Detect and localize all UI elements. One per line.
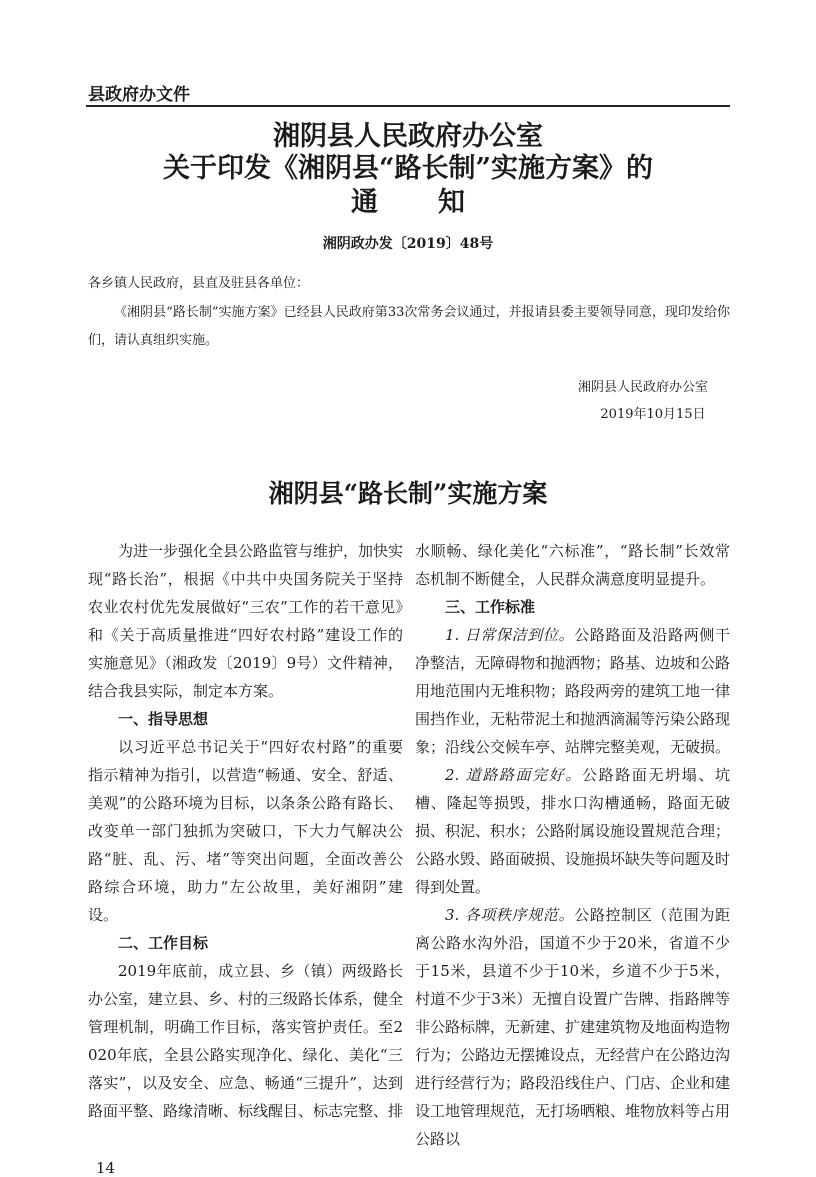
signature-org: 湘阴县人民政府办公室 bbox=[578, 380, 709, 395]
page-number: 14 bbox=[96, 1159, 116, 1177]
notice-title-line-1: 湘阴县人民政府办公室 bbox=[273, 121, 543, 152]
section-paragraph: 2019年底前，成立县、乡（镇）两级路长办公室，建立县、乡、村的三级路长体系，健全管理机制，明确工作目标，落实管护责任。至2020年底，全县公路实现净化、绿化、美化“三落实”，以及安全、应急、畅通“三提升”，达到路面平整、路缘清晰、标线醒目、标志完整、排水顺畅、绿化美化“六标准”，“路长制”长效常态机制不断健全，人民群众满意度明显提升。 bbox=[88, 542, 730, 1120]
notice-body: 《湘阴县“路长制”实施方案》已经县人民政府第33次常务会议通过，并报请县委主要领导同意，现印发给你们，请认真组织实施。 bbox=[88, 305, 730, 348]
section-heading: 二、工作目标 bbox=[118, 934, 209, 952]
standard-item bbox=[415, 761, 730, 901]
intro-paragraph: 为进一步强化全县公路监管与维护，加快实现“路长治”，根据《中共中央国务院关于坚持农业农村优先发展做好“三农”工作的若干意见》和《关于高质量推进“四好农村路”建设工作的实施意见》（湘政发〔2019〕9号）文件精神，结合我县实际，制定本方案。 bbox=[88, 542, 404, 700]
standard-item bbox=[415, 901, 730, 1153]
section-paragraph: 以习近平总书记关于“四好农村路”的重要指示精神为指引，以营造“畅通、安全、舒适、美观”的公路环境为目标，以条条公路有路长、改变单一部门独抓为突破口，下大力气解决公路“脏、乱、污、堵”等突出问题，全面改善公路综合环境，助力“左公故里，美好湘阴”建设。 bbox=[88, 738, 403, 924]
header-rule bbox=[86, 105, 730, 107]
notice-title-line-3: 通知 bbox=[351, 187, 525, 218]
item-text: 公路路面及沿路两侧干净整洁，无障碍物和抛洒物；路基、边坡和公路用地范围内无堆积物；路段两旁的建筑工地一律围挡作业，无粘带泥土和抛洒滴漏等污染公路现象；沿线公交候车亭、站牌完整美观，无破损。 bbox=[415, 626, 731, 756]
signature-block bbox=[578, 374, 728, 428]
plan-main bbox=[88, 537, 730, 1177]
signature-date: 2019年10月15日 bbox=[600, 407, 706, 422]
standard-item bbox=[415, 621, 730, 761]
section-heading: 三、工作标准 bbox=[445, 598, 536, 616]
item-text: 公路控制区（范围为距离公路水沟外沿，国道不少于20米，省道不少于15米，县道不少于10米，乡道不少于5米，村道不少于3米）无擅自设置广告牌、指路牌等非公路标牌，无新建、扩建建筑物及地面构造物行为；公路边无摆摊设点，无经营户在公路边沟进行经营行为；路段沿线住户、门店、企业和建设工地管理规范，无打场晒粮、堆物放料等占用公路以 bbox=[415, 906, 731, 1148]
salutation: 各乡镇人民政府，县直及驻县各单位： bbox=[88, 276, 310, 291]
notice-title-line-2: 关于印发《湘阴县“路长制”实施方案》的 bbox=[162, 153, 654, 184]
plan-body bbox=[88, 537, 730, 1153]
running-header: 县政府办文件 bbox=[88, 85, 190, 105]
plan-title: 湘阴县“路长制”实施方案 bbox=[268, 479, 548, 508]
item-lead: 3. 各项秩序规范。 bbox=[445, 906, 575, 924]
document-number: 湘阴政办发〔2019〕48号 bbox=[322, 236, 494, 252]
item-lead: 2. 道路路面完好。 bbox=[445, 766, 583, 784]
item-text: 公路路面无坍塌、坑槽、隆起等损毁，排水口沟槽通畅，路面无破损、积泥、积水；公路附属设施设置规范合理；公路水毁、路面破损、设施损坏缺失等问题及时得到处置。 bbox=[415, 766, 731, 896]
item-lead: 1. 日常保洁到位。 bbox=[445, 626, 575, 644]
section-heading: 一、指导思想 bbox=[118, 710, 209, 728]
